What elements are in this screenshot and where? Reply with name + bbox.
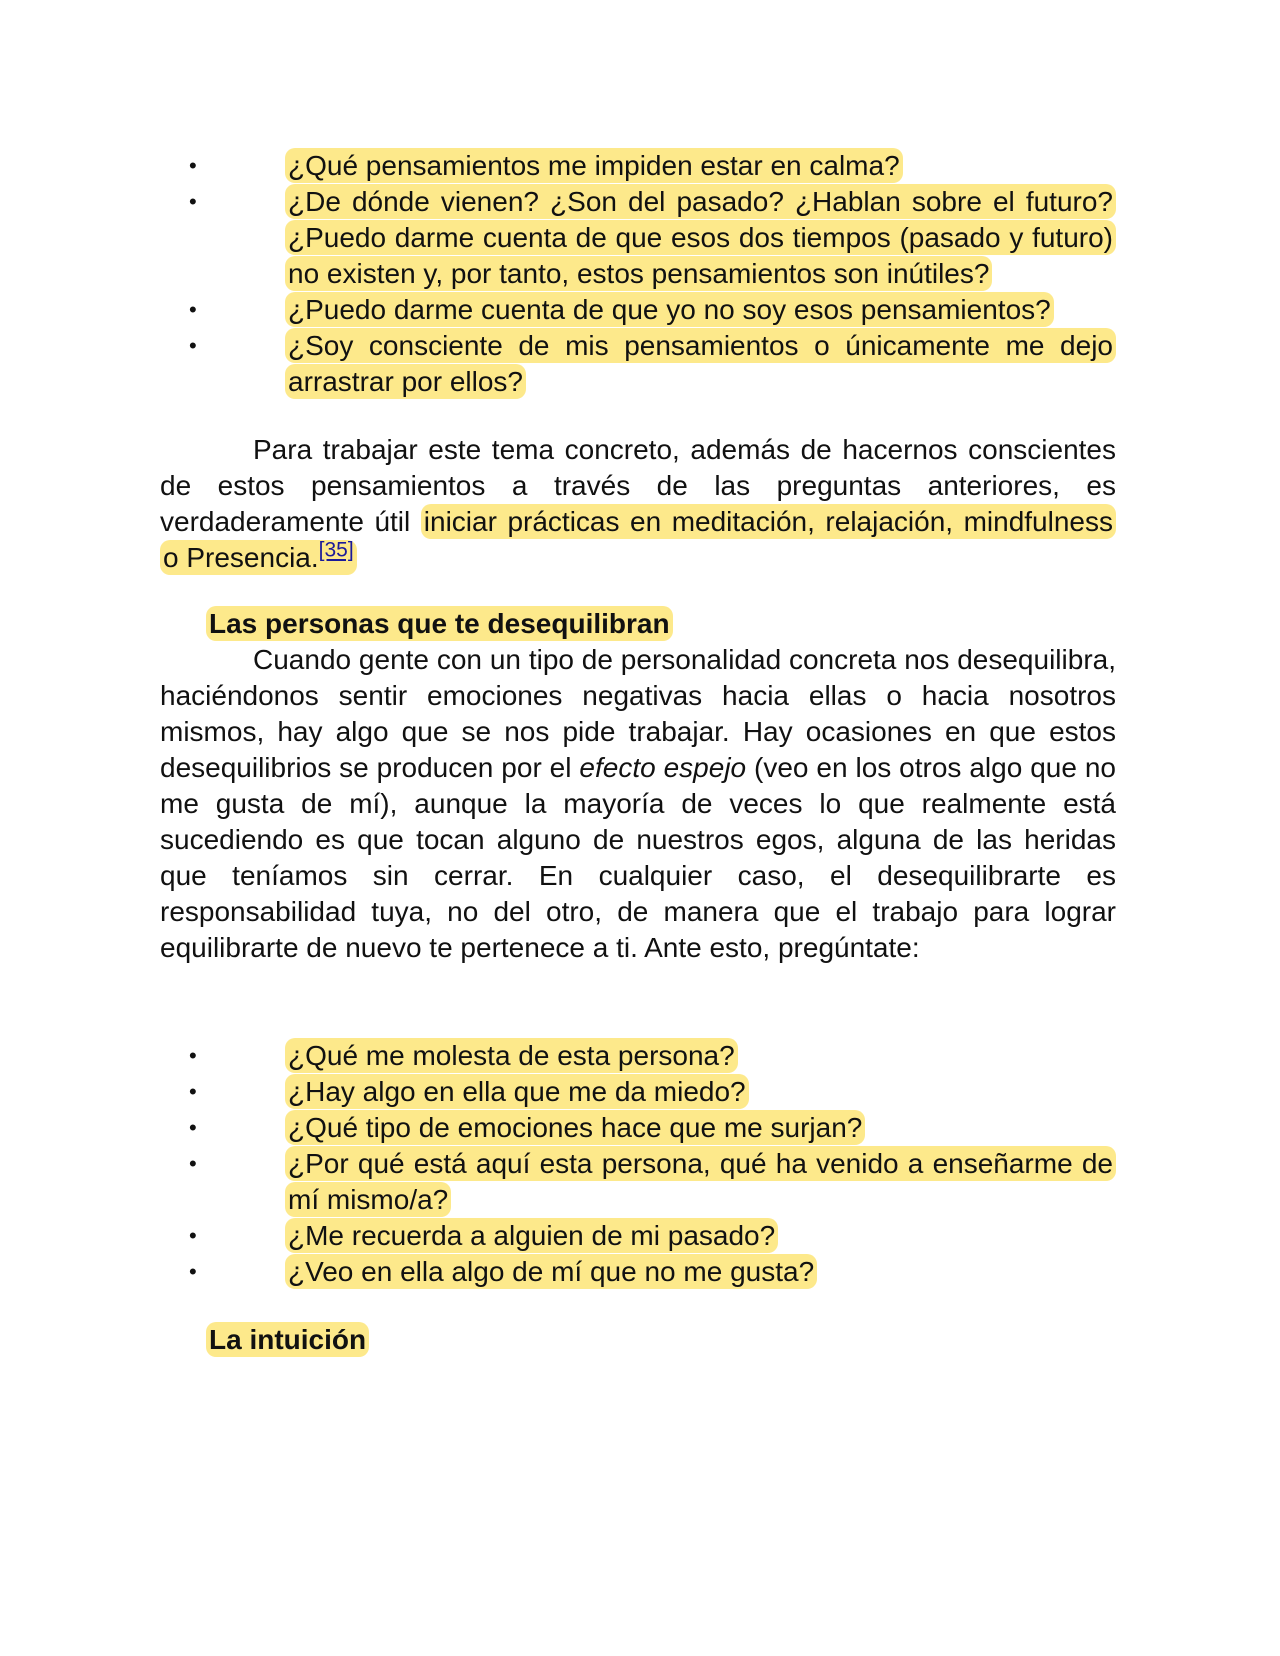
highlighted-phrase: iniciar prácticas en meditación, relajación, mindfulness o Presencia. <box>163 506 1113 573</box>
bullet-icon: • <box>189 1043 197 1068</box>
paragraph-text: Para trabajar este tema concreto, además de hacernos conscientes de estos pensamientos a través de las preguntas anteriores, es verdaderamente útil <box>160 434 1116 537</box>
highlighted-question: ¿De dónde vienen? ¿Son del pasado? ¿Hablan sobre el futuro? ¿Puedo darme cuenta de que esos dos tiempos (pasado y futuro) no existen y, por tanto, estos pensamientos son inútiles? <box>285 184 1116 291</box>
bullet-icon: • <box>189 189 197 214</box>
bullet-icon: • <box>189 297 197 322</box>
list-item <box>160 148 1116 184</box>
bullet-icon: • <box>189 1223 197 1248</box>
heading-text: La intuición <box>206 1322 369 1357</box>
list-item <box>160 328 1116 400</box>
highlighted-question: ¿Veo en ella algo de mí que no me gusta? <box>285 1254 817 1289</box>
bullet-icon: • <box>189 333 197 358</box>
heading-text: Las personas que te desequilibran <box>206 606 673 641</box>
list-item <box>160 1110 1116 1146</box>
section-heading-intuicion <box>160 1322 1116 1358</box>
list-item <box>160 184 1116 292</box>
paragraph-personas <box>160 642 1116 966</box>
bullet-icon: • <box>189 1079 197 1104</box>
list-item <box>160 1146 1116 1218</box>
bullet-icon: • <box>189 1115 197 1140</box>
list-item <box>160 1038 1116 1074</box>
question-list-persons <box>160 1038 1116 1290</box>
highlighted-question: ¿Qué me molesta de esta persona? <box>285 1038 738 1073</box>
question-list-thoughts <box>160 148 1116 400</box>
highlighted-question: ¿Hay algo en ella que me da miedo? <box>285 1074 749 1109</box>
list-item <box>160 1218 1116 1254</box>
highlighted-question: ¿Soy consciente de mis pensamientos o únicamente me dejo arrastrar por ellos? <box>285 328 1116 399</box>
highlighted-question: ¿Me recuerda a alguien de mi pasado? <box>285 1218 778 1253</box>
list-item <box>160 1254 1116 1290</box>
document-page <box>160 148 1116 1358</box>
highlighted-question: ¿Qué tipo de emociones hace que me surjan? <box>285 1110 865 1145</box>
bullet-icon: • <box>189 153 197 178</box>
bullet-icon: • <box>189 1259 197 1284</box>
bullet-icon: • <box>189 1151 197 1176</box>
list-item <box>160 292 1116 328</box>
footnote-reference-link[interactable]: [35] <box>318 538 354 562</box>
emphasis-text: efecto espejo <box>579 752 747 783</box>
highlighted-question: ¿Puedo darme cuenta de que yo no soy esos pensamientos? <box>285 292 1054 327</box>
section-heading-personas <box>160 606 1116 642</box>
highlighted-question: ¿Por qué está aquí esta persona, qué ha venido a enseñarme de mí mismo/a? <box>285 1146 1116 1217</box>
paragraph-practices <box>160 432 1116 576</box>
list-item <box>160 1074 1116 1110</box>
paragraph-text: Cuando gente con un tipo de personalidad concreta nos desequilibra, haciéndonos sentir emociones negativas hacia ellas o hacia nosotros mismos, hay algo que se nos pide trabajar. Hay ocasiones en que estos desequilibrios se producen por el <box>160 644 1116 783</box>
highlighted-question: ¿Qué pensamientos me impiden estar en calma? <box>285 148 903 183</box>
paragraph-text: (veo en los otros algo que no me gusta de mí), aunque la mayoría de veces lo que realmente está sucediendo es que tocan alguno de nuestros egos, alguna de las heridas que teníamos sin cerrar. En cualquier caso, el desequilibrarte es responsabilidad tuya, no del otro, de manera que el trabajo para lograr equilibrarte de nuevo te pertenece a ti. Ante esto, pregúntate: <box>160 752 1116 963</box>
